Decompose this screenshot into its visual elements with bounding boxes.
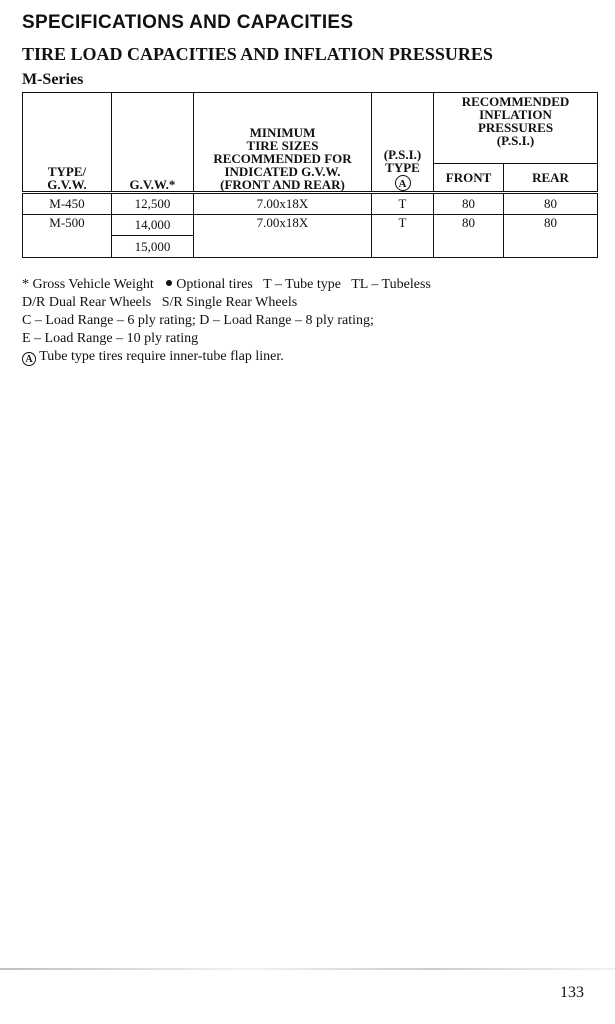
cell-type: M-500 (23, 215, 112, 258)
scan-artifact (0, 968, 615, 970)
page-number: 133 (560, 984, 584, 1001)
cell-gvw: 14,000 (112, 215, 194, 236)
table-row (23, 193, 598, 215)
footnote-line: * Gross Vehicle Weight Optional tires T – Tube type TL – Tubeless (22, 277, 431, 292)
cell-psi-type: T (372, 193, 434, 215)
cell-type: M-450 (23, 193, 112, 215)
cell-front: 80 (434, 193, 504, 215)
cell-tire-size: 7.00x18X (194, 215, 372, 258)
cell-rear: 80 (504, 193, 598, 215)
col-header-type: TYPE/ G.V.W. (23, 93, 112, 193)
cell-gvw: 15,000 (112, 236, 194, 258)
cell-psi-type: T (372, 215, 434, 258)
circled-a-symbol: A (395, 175, 411, 191)
series-label: M-Series (22, 71, 84, 88)
footnote-line: D/R Dual Rear Wheels S/R Single Rear Wheels (22, 295, 298, 310)
col-header-front: FRONT (434, 164, 504, 193)
bullet-dot-icon (166, 280, 172, 286)
cell-rear: 80 (504, 215, 598, 258)
section-title: TIRE LOAD CAPACITIES AND INFLATION PRESSURES (22, 44, 493, 64)
cell-gvw: 12,500 (112, 193, 194, 215)
footnote-line: C – Load Range – 6 ply rating; D – Load Range – 8 ply rating; (22, 313, 374, 328)
footnotes (22, 276, 602, 366)
col-header-psi-type: (P.S.I.) TYPE A (372, 93, 434, 193)
col-header-inflation: RECOMMENDED INFLATION PRESSURES (P.S.I.) (434, 93, 598, 164)
col-header-rear: REAR (504, 164, 598, 193)
page-heading: SPECIFICATIONS AND CAPACITIES (22, 12, 354, 33)
circled-a-symbol: A (22, 352, 36, 366)
col-header-min-tire-sizes: MINIMUM TIRE SIZES RECOMMENDED FOR INDICATED G.V.W. (FRONT AND REAR) (194, 93, 372, 193)
table-row (23, 215, 598, 236)
footnote-line: E – Load Range – 10 ply rating (22, 331, 199, 346)
tire-specs-table (22, 92, 598, 258)
cell-front: 80 (434, 215, 504, 258)
col-header-gvw: G.V.W.* (112, 93, 194, 193)
footnote-line: A Tube type tires require inner-tube flap liner. (22, 348, 602, 366)
cell-tire-size: 7.00x18X (194, 193, 372, 215)
